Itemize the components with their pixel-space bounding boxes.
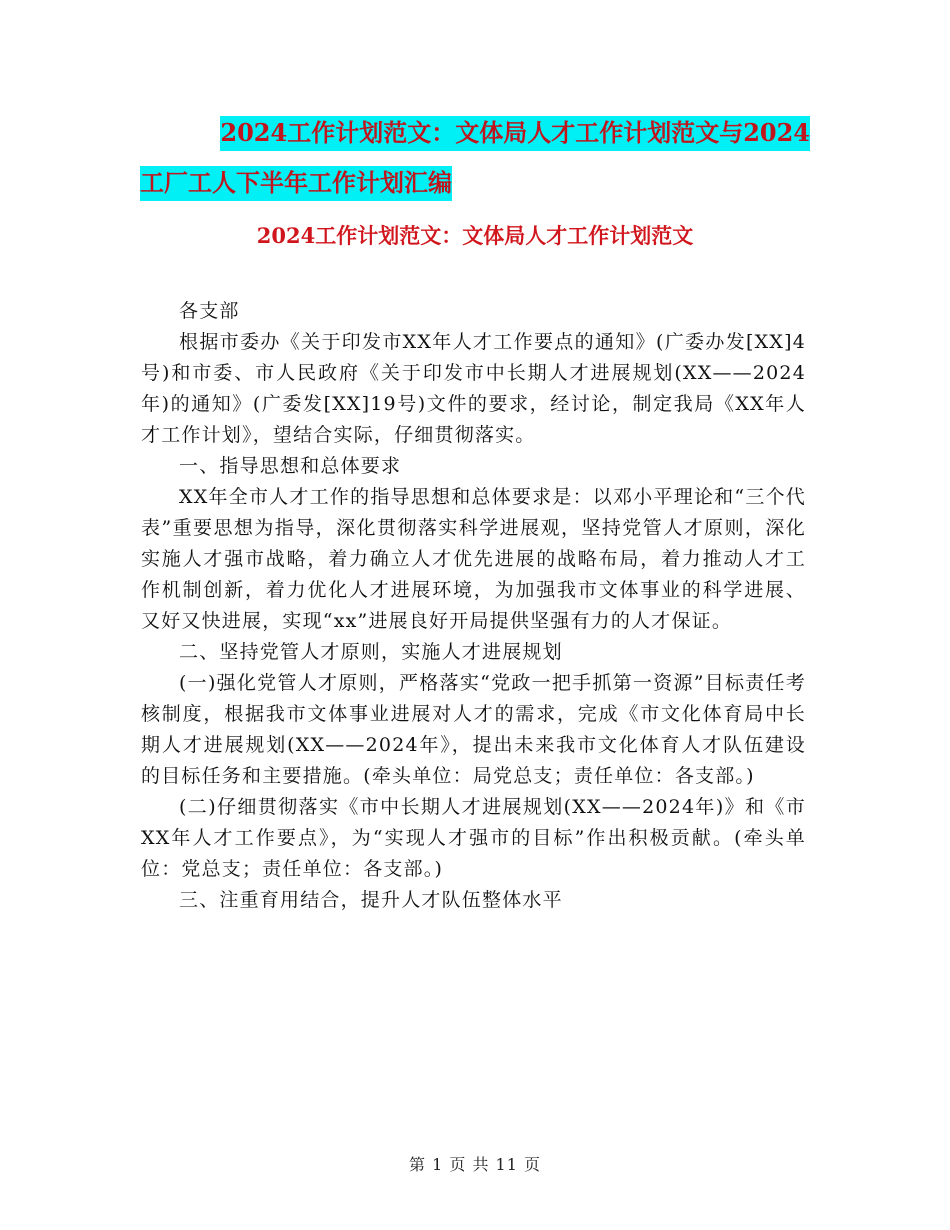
main-title-line-2 [140,158,810,208]
section-heading-3: 三、注重育用结合，提升人才队伍整体水平 [179,889,563,911]
main-title-line-1 [140,108,810,158]
document-body [141,296,806,916]
paragraph-item-2: (二)仔细贯彻落实《市中长期人才进展规划(XX——2024年)》和《市XX年人才工作要点》，为“实现人才强市的目标”作出积极贡献。(牵头单位：党总支；责任单位：各支部。) [141,796,806,880]
main-title [140,108,810,208]
section-heading-1: 一、指导思想和总体要求 [179,455,402,477]
intro-paragraph: 根据市委办《关于印发市XX年人才工作要点的通知》(广委办发[XX]4号)和市委、市人民政府《关于印发市中长期人才进展规划(XX——2024年)的通知》(广委发[XX]19号)文件的要求，经讨论，制定我局《XX年人才工作计划》，望结合实际，仔细贯彻落实。 [141,331,806,446]
paragraph-item-1: (一)强化党管人才原则，严格落实“党政一把手抓第一资源”目标责任考核制度，根据我市文体事业进展对人才的需求，完成《市文化体育局中长期人才进展规划(XX——2024年》，提出未来我市文化体育人才队伍建设的目标任务和主要措施。(牵头单位：局党总支；责任单位：各支部。) [141,672,806,787]
page-number-footer: 第 1 页 共 11 页 [409,1155,541,1174]
salutation: 各支部 [179,300,240,322]
section-title: 2024工作计划范文：文体局人才工作计划范文 [256,223,694,248]
main-title-line-1-text: 2024工作计划范文：文体局人才工作计划范文与2024 [220,116,810,151]
section-heading-2: 二、坚持党管人才原则，实施人才进展规划 [179,641,563,663]
main-title-line-2-text: 工厂工人下半年工作计划汇编 [140,166,452,201]
paragraph-guiding-ideology: XX年全市人才工作的指导思想和总体要求是：以邓小平理论和“三个代表”重要思想为指导，深化贯彻落实科学进展观，坚持党管人才原则，深化实施人才强市战略，着力确立人才优先进展的战略布局，着力推动人才工作机制创新，着力优化人才进展环境，为加强我市文体事业的科学进展、又好又快进展，实现“xx”进展良好开局提供坚强有力的人才保证。 [141,486,806,632]
